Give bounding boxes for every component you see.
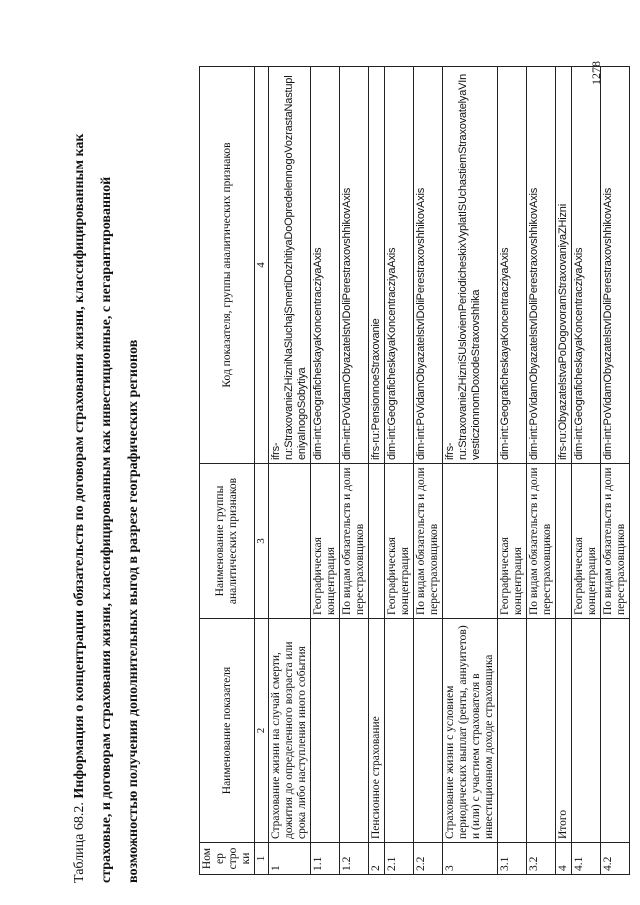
row-indicator-name — [311, 619, 340, 843]
concentration-table — [199, 66, 630, 875]
row-code: ifrs-ru:PensionnoeStraxovanie — [369, 67, 385, 464]
table-header-row — [200, 67, 255, 875]
row-code: dim-int:PoVidamObyazatelstvIDoliPerestraxovshhikovAxis — [340, 67, 369, 464]
table-row — [269, 67, 311, 875]
row-number: 3 — [443, 843, 498, 875]
table-row — [311, 67, 340, 875]
row-indicator-name — [498, 619, 527, 843]
table-row — [498, 67, 527, 875]
row-indicator-name — [340, 619, 369, 843]
row-number: 3.1 — [498, 843, 527, 875]
row-indicator-name — [527, 619, 556, 843]
row-code: dim-int:PoVidamObyazatelstvIDoliPerestraxovshhikovAxis — [601, 67, 630, 464]
row-indicator-name: Пенсионное страхование — [369, 619, 385, 843]
row-indicator-name — [572, 619, 601, 843]
row-number: 4 — [556, 843, 572, 875]
row-number: 2 — [369, 843, 385, 875]
row-code: dim-int:GeograficheskayaKoncentracziyaAxis — [385, 67, 414, 464]
header-row-number: Номер строки — [200, 843, 255, 875]
row-indicator-name: Страхование жизни на случай смерти, дожития до определенного возраста или срока либо наступления иного события — [269, 619, 311, 843]
row-code: dim-int:PoVidamObyazatelstvIDoliPerestraxovshhikovAxis — [414, 67, 443, 464]
page-number: 1278 — [589, 61, 603, 85]
table-body — [269, 67, 630, 875]
table-caption — [66, 123, 147, 883]
column-number-row — [255, 67, 269, 875]
row-number: 1.1 — [311, 843, 340, 875]
column-number: 4 — [255, 67, 269, 464]
column-number: 3 — [255, 464, 269, 619]
row-number: 1 — [269, 843, 311, 875]
row-code: dim-int:GeograficheskayaKoncentracziyaAxis — [498, 67, 527, 464]
caption-title: Информация о концентрации обязательств по договорам страхования жизни, классифицированным как страховые, и договорам страхования жизни, классифицированным как инвестиционные, с негарантированной возможностью получения дополнительных выгод в разрезе географических регионов — [72, 133, 141, 883]
row-group-name: Географическая концентрация — [311, 464, 340, 619]
table-row — [340, 67, 369, 875]
row-number: 2.1 — [385, 843, 414, 875]
row-indicator-name — [601, 619, 630, 843]
row-code: ifrs-ru:StraxovanieZHizniSUsloviemPeriodicheskixVyplatISUchastiemStraxovatelyaVInvesticzionnomDoxodeStraxovshhika — [443, 67, 498, 464]
row-group-name — [556, 464, 572, 619]
row-group-name — [269, 464, 311, 619]
header-group-name: Наименование группы аналитических признаков — [200, 464, 255, 619]
table-row — [414, 67, 443, 875]
header-indicator-name: Наименование показателя — [200, 619, 255, 843]
row-indicator-name: Страхование жизни с условием периодических выплат (ренты, аннуитетов) и (или) с участием страхователя в инвестиционном доходе страховщика — [443, 619, 498, 843]
table-row — [601, 67, 630, 875]
row-indicator-name — [385, 619, 414, 843]
row-code: dim-int:GeograficheskayaKoncentracziyaAxis — [311, 67, 340, 464]
row-number: 2.2 — [414, 843, 443, 875]
row-number: 1.2 — [340, 843, 369, 875]
table-row — [443, 67, 498, 875]
row-group-name — [443, 464, 498, 619]
row-group-name: По видам обязательств и доли перестраховщиков — [601, 464, 630, 619]
table-row — [385, 67, 414, 875]
row-code: ifrs-ru:ObyazatelstvaPoDogovoramStraxovaniyaZHizni — [556, 67, 572, 464]
row-number: 3.2 — [527, 843, 556, 875]
row-group-name — [369, 464, 385, 619]
column-number: 2 — [255, 619, 269, 843]
row-indicator-name: Итого — [556, 619, 572, 843]
row-group-name: Географическая концентрация — [572, 464, 601, 619]
table-row — [556, 67, 572, 875]
row-group-name: По видам обязательств и доли перестраховщиков — [340, 464, 369, 619]
row-code: ifrs-ru:StraxovanieZHizniNaSluchajSmertiDozhitiyaDoOpredelennogoVozrastaNastupleniyaInogoSobytiya — [269, 67, 311, 464]
table-row — [572, 67, 601, 875]
table-row — [369, 67, 385, 875]
row-number: 4.2 — [601, 843, 630, 875]
header-indicator-code: Код показателя, группы аналитических признаков — [200, 67, 255, 464]
caption-label: Таблица 68.2. — [72, 802, 87, 883]
column-number: 1 — [255, 843, 269, 875]
table-row — [527, 67, 556, 875]
row-number: 4.1 — [572, 843, 601, 875]
row-group-name: По видам обязательств и доли перестраховщиков — [527, 464, 556, 619]
row-group-name: Географическая концентрация — [385, 464, 414, 619]
row-group-name: По видам обязательств и доли перестраховщиков — [414, 464, 443, 619]
row-code: dim-int:PoVidamObyazatelstvIDoliPerestraxovshhikovAxis — [527, 67, 556, 464]
row-indicator-name — [414, 619, 443, 843]
row-group-name: Географическая концентрация — [498, 464, 527, 619]
row-code: dim-int:GeograficheskayaKoncentracziyaAxis — [572, 67, 601, 464]
